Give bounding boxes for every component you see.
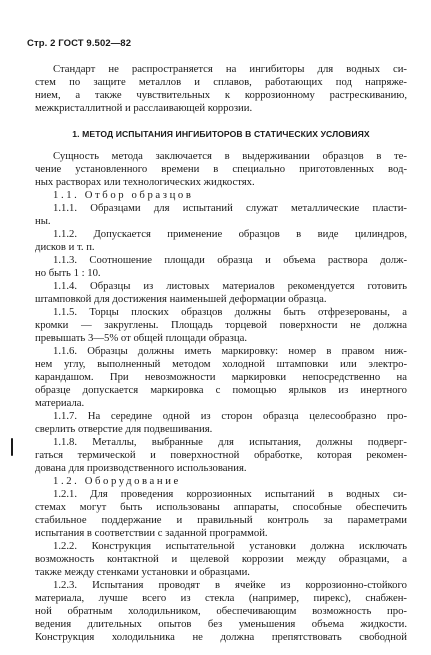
intro-paragraph: [35, 63, 407, 115]
subsection-heading: 1.2. Оборудование: [53, 475, 181, 487]
text-line: превышать 3—5% от общей площади образца.: [35, 332, 248, 344]
text-line: 1.2.1. Для проведения коррозионных испытаний в водных си-: [53, 488, 407, 500]
text-line: стем по защите металлов и сплавов, работающих под напряже-: [35, 76, 407, 88]
text-line: материала, лучше всего из стекла (например, пирекс), снабжен-: [35, 592, 407, 604]
text-line: испытания в соответствии с заданной программой.: [35, 527, 268, 539]
text-line: чение установленного времени в специально приготовленных вод-: [35, 163, 407, 175]
text-line: стабильное поддержание и правильный контроль за параметрами: [35, 514, 407, 526]
text-line: кромки — закруглены. Площадь торцевой поверхности не должна: [35, 319, 407, 331]
text-line: нем углу, выполненный методом холодной штамповки или электро-: [35, 358, 407, 370]
text-line: 1.1.4. Образцы из листовых материалов рекомендуется готовить: [53, 280, 407, 292]
subsection-heading: 1.1. Отбор образцов: [53, 189, 194, 201]
text-line: 1.1.6. Образцы должны иметь маркировку: номер в правом ниж-: [53, 345, 407, 357]
text-line: но быть 1 : 10.: [35, 267, 101, 279]
body-text: [35, 150, 407, 644]
text-line: нием, а также чувствительных к коррозионному растрескиванию,: [35, 89, 407, 101]
text-line: ведения длительных опытов без уменьшения объема жидкости.: [35, 618, 407, 630]
text-line: 1.1.8. Металлы, выбранные для испытания, должны подверг-: [53, 436, 407, 448]
text-line: 1.1.2. Допускается применение образцов в виде цилиндров,: [53, 228, 407, 240]
text-line: сверлить отверстие для подвешивания.: [35, 423, 213, 435]
text-line: 1.1.3. Соотношение площади образца и объема раствора долж-: [53, 254, 407, 266]
text-line: ной обратным холодильником, обеспечивающим возможность про-: [35, 605, 407, 617]
text-line: 1.1.5. Торцы плоских образцов должны быть отфрезерованы, а: [53, 306, 407, 318]
margin-mark: [11, 438, 13, 456]
text-line: ных растворах или технологических жидкостях.: [35, 176, 255, 188]
text-line: возможность контактной и щелевой коррозии между образцами, а: [35, 553, 407, 565]
text-line: дисков и т. п.: [35, 241, 95, 253]
text-line: 1.2.2. Конструкция испытательной установки должна исключать: [53, 540, 407, 552]
text-line: также между стенками установки и образцами.: [35, 566, 250, 578]
text-line: стемах могут быть использованы аппараты, способные обеспечить: [35, 501, 407, 513]
page-header: Стр. 2 ГОСТ 9.502—82: [27, 38, 132, 49]
text-line: Сущность метода заключается в выдерживании образцов в те-: [53, 150, 407, 162]
text-line: материала.: [35, 397, 85, 409]
section-title: 1. МЕТОД ИСПЫТАНИЯ ИНГИБИТОРОВ В СТАТИЧЕСКИХ УСЛОВИЯХ: [72, 129, 370, 139]
text-line: Конструкция холодильника не должна препятствовать свободной: [35, 631, 407, 643]
text-line: межкристаллитной и расслаивающей коррозии.: [35, 102, 253, 114]
text-line: 1.1.1. Образцами для испытаний служат металлические пласти-: [53, 202, 407, 214]
text-line: ны.: [35, 215, 51, 227]
text-line: 1.2.3. Испытания проводят в ячейке из коррозионно-стойкого: [53, 579, 407, 591]
text-line: карандашом. При невозможности маркировки непосредственно на: [35, 371, 407, 383]
text-line: 1.1.7. На середине одной из сторон образца целесообразно про-: [53, 410, 407, 422]
text-line: дована для производственного использования.: [35, 462, 247, 474]
text-line: Стандарт не распространяется на ингибиторы для водных си-: [53, 63, 407, 75]
text-line: гаться термической и поверхностной обработке, которая рекомен-: [35, 449, 407, 461]
text-line: образце допускается маркировка с помощью ярлыков из инертного: [35, 384, 407, 396]
text-line: штамповкой для достижения наименьшей деформации образца.: [35, 293, 327, 305]
